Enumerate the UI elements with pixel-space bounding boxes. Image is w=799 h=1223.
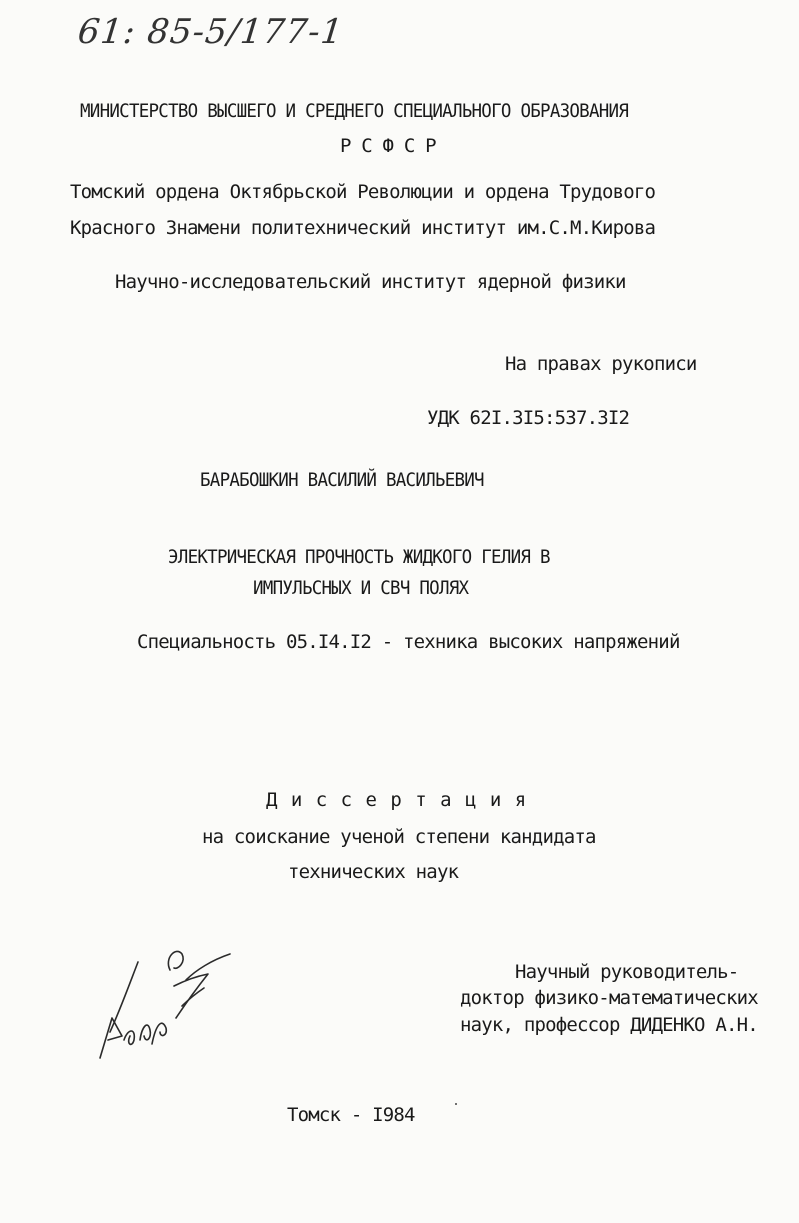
degree-line-2: технических наук <box>288 861 459 883</box>
supervisor-line-3: наук, профессор ДИДЕНКО А.Н. <box>460 1014 758 1036</box>
author-signature <box>90 940 240 1070</box>
specialty: Специальность 05.I4.I2 - техника высоких напряжений <box>137 631 680 653</box>
republic-heading: Р С Ф С Р <box>340 135 436 157</box>
supervisor-line-1: Научный руководитель- <box>515 961 739 983</box>
thesis-title-line-2: ИМПУЛЬСНЫХ И СВЧ ПОЛЯХ <box>253 577 469 599</box>
research-institute: Научно-исследовательский институт ядерной физики <box>115 271 626 293</box>
ink-speck <box>455 1103 457 1105</box>
city-and-year: Томск - I984 <box>287 1104 415 1126</box>
document-type: Д и с с е р т а ц и я <box>266 789 528 811</box>
handwritten-archive-number: 61: 85-5/177-1 <box>75 12 346 52</box>
institute-line-1: Томский ордена Октябрьской Революции и ордена Трудового <box>70 181 656 203</box>
ministry-heading: МИНИСТЕРСТВО ВЫСШЕГО И СРЕДНЕГО СПЕЦИАЛЬНОГО ОБРАЗОВАНИЯ <box>80 100 629 122</box>
supervisor-line-2: доктор физико-математических <box>460 987 758 1009</box>
institute-line-2: Красного Знамени политехнический институт им.С.М.Кирова <box>70 217 656 239</box>
manuscript-rights: На правах рукописи <box>505 353 697 375</box>
udc-code: УДК 62I.3I5:537.3I2 <box>427 407 630 429</box>
thesis-title-line-1: ЭЛЕКТРИЧЕСКАЯ ПРОЧНОСТЬ ЖИДКОГО ГЕЛИЯ В <box>168 546 550 568</box>
degree-line-1: на соискание ученой степени кандидата <box>202 826 596 848</box>
author-name: БАРАБОШКИН ВАСИЛИЙ ВАСИЛЬЕВИЧ <box>200 469 484 491</box>
